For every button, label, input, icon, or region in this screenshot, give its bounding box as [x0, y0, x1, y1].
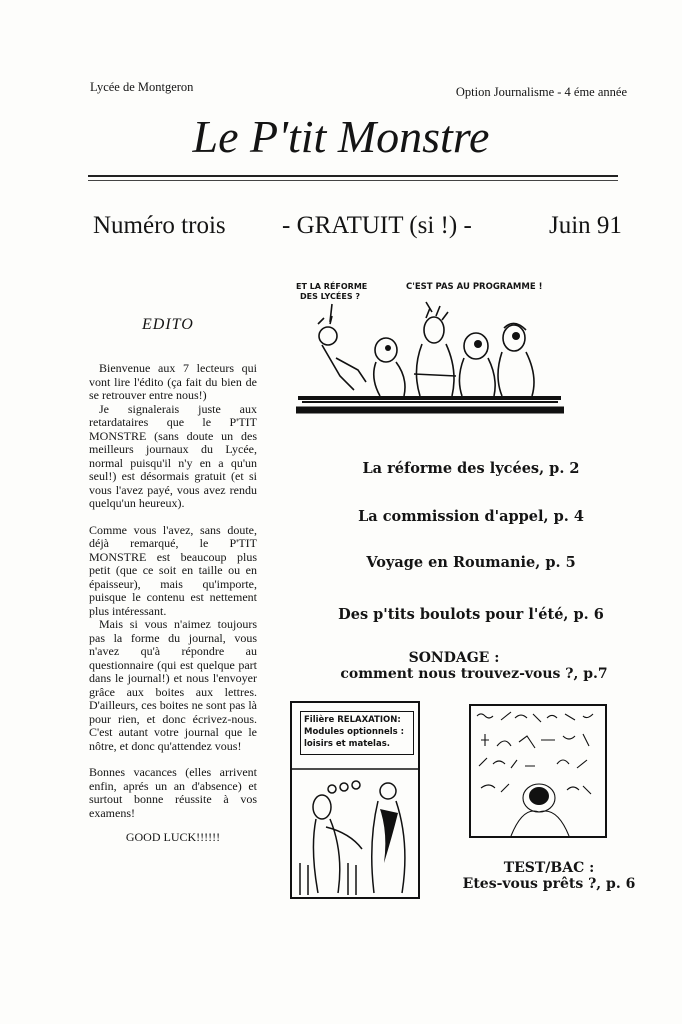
issue-date: Juin 91 — [549, 212, 622, 239]
bubble-left-line2: DES LYCÉES ? — [300, 292, 360, 301]
bubble-right: C'EST PAS AU PROGRAMME ! — [406, 282, 543, 292]
edito-signoff: GOOD LUCK!!!!!! — [125, 830, 221, 844]
toc-item: La commission d'appel, p. 4 — [358, 508, 584, 525]
test-text: Etes-vous prêts ?, p. 6 — [462, 876, 636, 892]
edito-paragraph: Comme vous l'avez, sans doute, déjà remarqué, le P'TIT MONSTRE est beaucoup plus petit (que ce soit en taille ou en épaisseur), mais qu'importe, puisque le contenu est nettement plus intéressant. — [89, 522, 257, 618]
cartoon-maths-drawing — [471, 706, 605, 836]
sondage-label: SONDAGE : — [408, 650, 500, 666]
title-rule — [88, 175, 618, 177]
caption-line3: loisirs et matelas. — [304, 739, 390, 749]
caption-line1: Filière RELAXATION: — [304, 715, 401, 725]
edito-paragraph: Bonnes vacances (elles arrivent enfin, aprés un an d'absence) et surtout bonne réussite à vos examens! — [89, 765, 257, 820]
toc-item: Voyage en Roumanie, p. 5 — [366, 554, 576, 571]
edito-paragraph: Bienvenue aux 7 lecteurs qui vont lire l'édito (ça fait du bien de se retrouver entre nous!) — [89, 361, 257, 402]
issue-price: - GRATUIT (si !) - — [282, 212, 472, 239]
sondage-text: comment nous trouvez-vous ?, p.7 — [340, 666, 608, 682]
cartoon-maths — [469, 704, 607, 838]
title-rule-thin — [88, 180, 618, 181]
issue-number: Numéro trois — [93, 212, 226, 239]
cartoon-relaxation — [290, 701, 420, 899]
cartoon-relaxation-drawing — [292, 753, 418, 897]
caption-line2: Modules optionnels : — [304, 727, 405, 737]
bubble-left-line1: ET LA RÉFORME — [296, 282, 368, 291]
newspaper-title: Le P'tit Monstre — [192, 111, 490, 162]
option-label: Option Journalisme - 4 éme année — [455, 85, 627, 99]
edito-paragraph: Mais si vous n'aimez toujours pas la forme du journal, vous n'avez qu'à répondre au questionnaire (qui est quelque part dans le journal!) et nous l'envoyer grâce aux boites aux lettres. D'ailleurs, ces boites ne sont pas là pour rien, et donc écrivez-nous. C'est autant votre journal que le nôtre, et donc qu'attendez vous! — [89, 617, 257, 753]
toc-item: Des p'tits boulots pour l'été, p. 6 — [338, 606, 604, 623]
school-name: Lycée de Montgeron — [90, 80, 194, 94]
edito-heading: EDITO — [142, 316, 194, 333]
edito-paragraph: Je signalerais juste aux retardataires que le P'TIT MONSTRE (sans doute un des meilleurs journaux du Lycée, normal puisqu'il n'y en a qu'un seul!) est désormais gratuit (et si vous l'avez payé, vous avez rendu quelqu'un heureux). — [89, 401, 257, 510]
cartoon-reforme — [296, 278, 566, 428]
toc-item: La réforme des lycées, p. 2 — [362, 460, 580, 477]
edito-column — [89, 362, 257, 820]
test-label: TEST/BAC : — [503, 860, 595, 876]
